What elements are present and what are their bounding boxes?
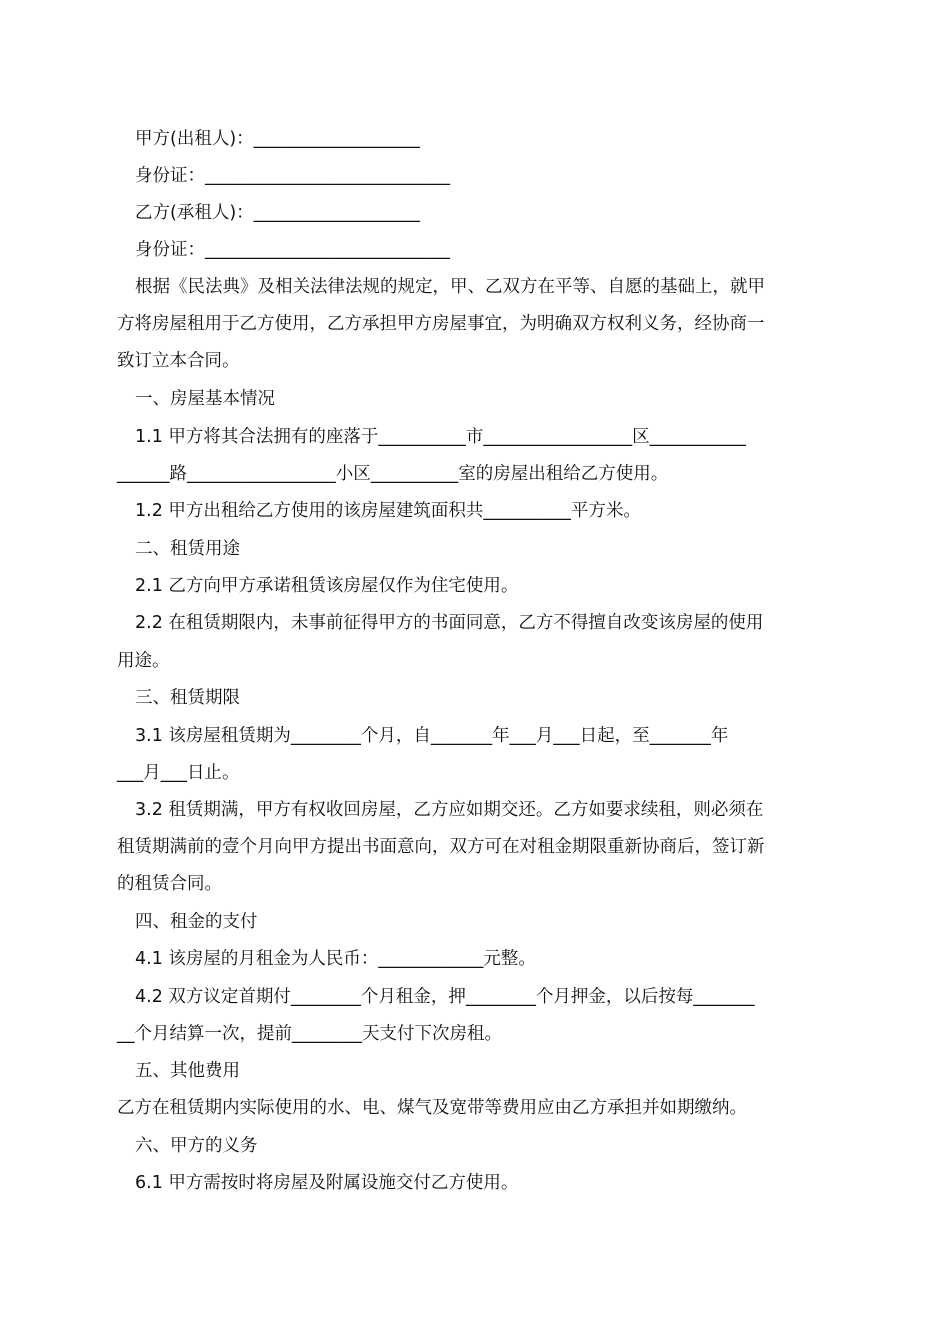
section-heading-3: 三、租赁期限 <box>135 688 240 708</box>
clause-3-2-line-2: 租赁期满前的壹个月向甲方提出书面意向，双方可在对租金期限重新协商后，签订新 <box>117 837 765 857</box>
party-a-line: 甲方(出租人)：___________________ <box>135 129 420 149</box>
preamble-line-2: 方将房屋租用于乙方使用，乙方承担甲方房屋事宜，为明确双方权利义务，经协商一 <box>117 314 765 334</box>
section-heading-1: 一、房屋基本情况 <box>135 389 275 409</box>
clause-3-1-line-1: 3.1 该房屋租赁期为________个月，自_______年___月___日起，至_______年 <box>135 726 729 746</box>
clause-3-2-line-3: 的租赁合同。 <box>117 874 222 894</box>
clause-4-2-line-2: __个月结算一次，提前________天支付下次房租。 <box>117 1024 502 1044</box>
clause-3-2-line-1: 3.2 租赁期满，甲方有权收回房屋，乙方应如期交还。乙方如要求续租，则必须在 <box>135 800 764 820</box>
clause-1-1-line-2: ______路_________________小区__________室的房屋出租给乙方使用。 <box>117 464 669 484</box>
clause-2-1: 2.1 乙方向甲方承诺租赁该房屋仅作为住宅使用。 <box>135 576 519 596</box>
party-a-id-line: 身份证：____________________________ <box>135 166 450 186</box>
clause-4-1: 4.1 该房屋的月租金为人民币：____________元整。 <box>135 949 536 969</box>
section-heading-6: 六、甲方的义务 <box>135 1136 258 1156</box>
clause-1-1-line-1: 1.1 甲方将其合法拥有的座落于__________市_________________区___________ <box>135 427 746 447</box>
clause-3-1-line-2: ___月___日止。 <box>117 763 240 783</box>
section-heading-5: 五、其他费用 <box>135 1061 240 1081</box>
section-heading-2: 二、租赁用途 <box>135 539 240 559</box>
clause-5-text: 乙方在租赁期内实际使用的水、电、煤气及宽带等费用应由乙方承担并如期缴纳。 <box>117 1098 747 1118</box>
clause-4-2-line-1: 4.2 双方议定首期付________个月租金，押________个月押金，以后按每_______ <box>135 987 755 1007</box>
clause-2-2-line-2: 用途。 <box>117 651 170 671</box>
clause-6-1: 6.1 甲方需按时将房屋及附属设施交付乙方使用。 <box>135 1173 519 1193</box>
clause-2-2-line-1: 2.2 在租赁期限内，未事前征得甲方的书面同意，乙方不得擅自改变该房屋的使用 <box>135 613 764 633</box>
preamble-line-1: 根据《民法典》及相关法律法规的规定，甲、乙双方在平等、自愿的基础上，就甲 <box>135 277 765 297</box>
clause-1-2: 1.2 甲方出租给乙方使用的该房屋建筑面积共__________平方米。 <box>135 501 641 521</box>
section-heading-4: 四、租金的支付 <box>135 912 258 932</box>
party-b-line: 乙方(承租人)：___________________ <box>135 203 420 223</box>
preamble-line-3: 致订立本合同。 <box>117 351 240 371</box>
party-b-id-line: 身份证：____________________________ <box>135 240 450 260</box>
